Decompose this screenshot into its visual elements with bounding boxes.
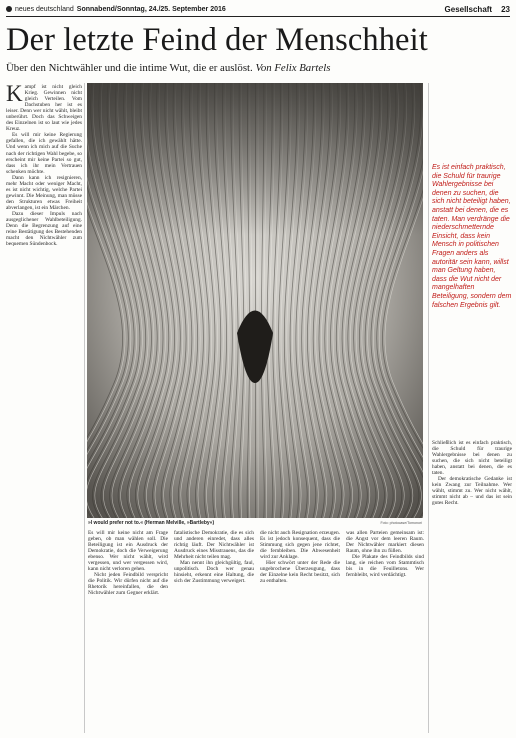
paragraph: Man nennt ihn gleichgültig, faul, unpolitisch. Doch wer genau hinsieht, erkennt eine Haltung, die sich der Zustimmung verweigert. bbox=[174, 560, 254, 585]
paragraph: fatalistische Demokratie, die es sich und anderen einredet, dass alles richtig läuft. Der Nichtwähler ist Ausdruck eines Misstrauens, das die Mehrheit nicht teilen mag. bbox=[174, 530, 254, 561]
subline-text: Über den Nichtwähler und die intime Wut, die er auslöst. bbox=[6, 62, 253, 74]
article-column-2 bbox=[88, 530, 168, 735]
paragraph: Der demokratische Gedanke ist kein Zwang zur Teilnahme. Wer wählt, stimmt zu. Wer nicht wählt, stimmt nicht ab – und das ist sein gutes Recht. bbox=[432, 476, 512, 507]
masthead bbox=[6, 3, 510, 15]
article-column-3 bbox=[174, 530, 254, 735]
photo-credit: Foto: photocase/Tomonori bbox=[380, 521, 422, 525]
headline: Der letzte Feind der Menschheit bbox=[6, 22, 428, 58]
byline: Von Felix Bartels bbox=[255, 62, 331, 74]
pull-quote: Es ist einfach praktisch, die Schuld für traurige Wahlergebnisse bei denen zu suchen, die sich nicht beteiligt haben, anstatt bei denen, die es taten. Man verdränge die niederschmetternde Einsicht, dass kein Mensch in politischen Fragen anders als autoritär sein kann, willst man Geltung haben, dass die Wut nicht der mangelhaften Beteiligung, sondern dem falschen Ergebnis gilt. bbox=[432, 164, 512, 309]
subline bbox=[6, 62, 512, 74]
column-divider bbox=[84, 83, 85, 733]
masthead-left bbox=[6, 6, 226, 13]
photo-caption: »I would prefer not to.« (Herman Melville, »Bartleby«) bbox=[88, 520, 215, 526]
article-column-6 bbox=[432, 440, 512, 735]
nd-logo-icon bbox=[6, 6, 12, 12]
section-name: Gesellschaft bbox=[444, 4, 493, 14]
paragraph: Es will mir keine nicht am Frage geben, ob man wählen soll. Die Beteiligung ist ein Ausdruck der Demokratie, doch die Verweigerung ebenso. Wer nicht wählt, wird vergessen, und wer vergessen wird, kann nicht verloren gehen. bbox=[88, 530, 168, 573]
page-number: 23 bbox=[501, 4, 510, 14]
masthead-right bbox=[445, 5, 510, 14]
paragraph: Es will mir keine Regierung gefallen, die ich gewählt hätte. Und wenn ich mich auf die Suche nach der richtigen Wahl begebe, so erscheint mir keine Partei so gut, dass ich ihr mein Vertrauen schenken möchte. bbox=[6, 132, 82, 175]
article-column-4 bbox=[260, 530, 340, 735]
paragraph: die nicht auch Resignation erzeugen. Es ist jedoch konsequent, dass die Stimmung sich gegen jene richtet, die fernbleiben. Die Abwesenheit wird zur Anklage. bbox=[260, 530, 340, 561]
masthead-rule bbox=[6, 16, 510, 17]
paper-name: neues deutschland bbox=[15, 5, 74, 13]
article-column-1 bbox=[6, 84, 82, 734]
paragraph: ampf ist nicht gleich Krieg. Gewinnen nicht gleich Verteilen. Vom Dachstuben her ist es leiser. Denn wer nicht wählt, bleibt unberührt. Doch das Schweigen des Einzelnen ist so laut wie jedes Kreuz. bbox=[6, 84, 82, 133]
article-column-5 bbox=[346, 530, 424, 735]
paragraph: Schließlich ist es einfach praktisch, die Schuld für traurige Wahlergebnisse bei denen zu suchen, die sich nicht beteiligt haben, anstatt bei denen, die es taten. bbox=[432, 440, 512, 477]
paragraph: Nicht jeden Feindbild verspricht die Politik. Wir dürfen nicht auf die Rhetorik hereinfallen, die den Nichtwähler zum Gegner erklärt. bbox=[88, 572, 168, 597]
article-photo bbox=[87, 83, 423, 518]
issue-date: Sonnabend/Sonntag, 24./25. September 2016 bbox=[76, 5, 226, 13]
paragraph: Dazu dieser Impuls nach ausgeglichener Wahlbeteiligung. Denn die Begrenzung auf eine reine Bestätigung des Bestehenden macht den Nichtwähler zum bequemen Sündenbock. bbox=[6, 210, 82, 248]
paragraph: was allen Parteien gemeinsam ist: die Angst vor dem leeren Raum. Der Nichtwähler markiert diesen Raum, ohne ihn zu füllen. bbox=[346, 530, 424, 555]
column-divider bbox=[428, 83, 429, 733]
paragraph: Die Plakate des Feindbilds sind lang, sie reichen vom Stammtisch bis in die Feuilletons. Wer fernbleibt, wird verdächtigt. bbox=[346, 554, 424, 579]
folded-paper-image bbox=[87, 83, 423, 518]
paragraph: Dann kann ich resignieren, mehr Macht oder weniger Macht, es ist nicht wichtig, welche Partei gewinnt. Die Meinung, man müsse den Strukturen etwas Freiheit abverlangen, ist ein Märchen. bbox=[6, 174, 82, 211]
drop-cap: K bbox=[6, 84, 23, 106]
paragraph: Hier schwört unter der Rede die ungebrochene Überzeugung, dass der Einzelne kein Recht besitzt, sich zu enthalten. bbox=[260, 560, 340, 585]
